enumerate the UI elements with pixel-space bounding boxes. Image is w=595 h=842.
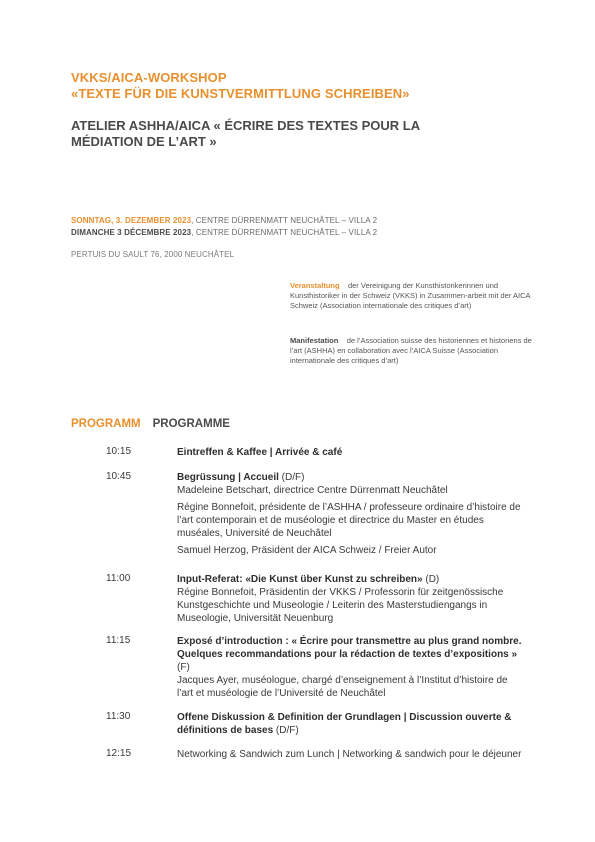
title-german bbox=[71, 70, 551, 102]
time-slot: 10:15 bbox=[106, 446, 132, 457]
item-speaker: Régine Bonnefoit, présidente de l’ASHHA / professeure ordinaire d’histoire de l’art contemporain et de muséologie et directrice du Master en études muséales, Université de Neuchâtel bbox=[177, 502, 521, 539]
programme-item bbox=[177, 748, 522, 761]
organizer-note-german bbox=[290, 281, 535, 311]
programme-item bbox=[177, 635, 522, 700]
item-language: (F) bbox=[177, 662, 190, 673]
date-french bbox=[71, 228, 377, 238]
date-german-venue: , CENTRE DÜRRENMATT NEUCHÂTEL – VILLA 2 bbox=[191, 216, 378, 225]
item-speaker: Samuel Herzog, Präsident der AICA Schweiz / Freier Autor bbox=[177, 545, 437, 556]
organizer-text-french: de l’Association suisse des historiennes et historiens de l’art (ASHHA) en collaboration avec l’AICA Suisse (Association internationale des critiques d’art) bbox=[290, 336, 532, 365]
programme-heading-french: PROGRAMME bbox=[152, 418, 230, 430]
item-language: (D/F) bbox=[273, 725, 299, 736]
item-language: (D/F) bbox=[278, 472, 305, 483]
item-title: Input-Referat: «Die Kunst über Kunst zu schreiben» bbox=[177, 574, 423, 585]
date-french-venue: , CENTRE DÜRRENMATT NEUCHÂTEL – VILLA 2 bbox=[191, 228, 378, 237]
organizer-note-french bbox=[290, 336, 535, 366]
programme-heading bbox=[71, 418, 230, 430]
title-french-line2: MÉDIATION DE L’ART » bbox=[71, 134, 217, 149]
item-title: Offene Diskussion & Definition der Grundlagen | Discussion ouverte & définitions de bases bbox=[177, 712, 512, 736]
programme-item bbox=[177, 711, 522, 737]
item-speaker: Régine Bonnefoit, Präsidentin der VKKS / Professorin für zeitgenössische Kunstgeschichte und Museologie / Leiterin des Masterstudiengangs in Museologie, Universität Neuenburg bbox=[177, 587, 504, 624]
programme-heading-german: PROGRAMM bbox=[71, 418, 141, 430]
date-german bbox=[71, 216, 377, 226]
title-french-line1: ATELIER ASHHA/AICA « ÉCRIRE DES TEXTES POUR LA bbox=[71, 118, 421, 133]
organizer-text-german: der Vereinigung der Kunsthistorikerinnen und Kunsthistoriker in der Schweiz (VKKS) in Zusammen-arbeit mit der AICA Schweiz (Association internationale des critiques d’art) bbox=[290, 281, 531, 310]
time-slot: 11:30 bbox=[106, 711, 131, 722]
title-german-line1: VKKS/AICA-WORKSHOP bbox=[71, 70, 227, 85]
item-title: Eintreffen & Kaffee | Arrivée & café bbox=[177, 447, 343, 458]
time-slot: 10:45 bbox=[106, 471, 132, 482]
item-language: (D) bbox=[422, 574, 440, 585]
item-title: Exposé d’introduction : « Écrire pour transmettre au plus grand nombre. Quelques recommandations pour la rédaction de textes d’expositions » bbox=[177, 636, 522, 660]
organizer-label-german: Veranstaltung bbox=[290, 281, 340, 290]
title-french bbox=[71, 118, 551, 150]
programme-item bbox=[177, 573, 522, 625]
date-french-day: DIMANCHE 3 DÉCEMBRE 2023 bbox=[71, 228, 192, 237]
time-slot: 11:15 bbox=[106, 635, 131, 646]
item-speaker: Jacques Ayer, muséologue, chargé d’enseignement à l’Institut d’histoire de l’art et muséologie de l’Université de Neuchâtel bbox=[177, 675, 508, 699]
item-speaker: Madeleine Betschart, directrice Centre Dürrenmatt Neuchâtel bbox=[177, 485, 448, 496]
time-slot: 11:00 bbox=[106, 573, 131, 584]
item-title: Begrüssung | Accueil bbox=[177, 472, 279, 483]
title-german-line2: «TEXTE FÜR DIE KUNSTVERMITTLUNG SCHREIBEN» bbox=[71, 86, 410, 101]
programme-item bbox=[177, 471, 522, 557]
item-description: Networking & Sandwich zum Lunch | Networking & sandwich pour le déjeuner bbox=[177, 749, 522, 760]
date-german-day: SONNTAG, 3. DEZEMBER 2023 bbox=[71, 216, 192, 225]
programme-item bbox=[177, 446, 522, 459]
venue-address: PERTUIS DU SAULT 76, 2000 NEUCHÂTEL bbox=[71, 250, 235, 259]
time-slot: 12:15 bbox=[106, 748, 132, 759]
organizer-label-french: Manifestation bbox=[290, 336, 339, 345]
